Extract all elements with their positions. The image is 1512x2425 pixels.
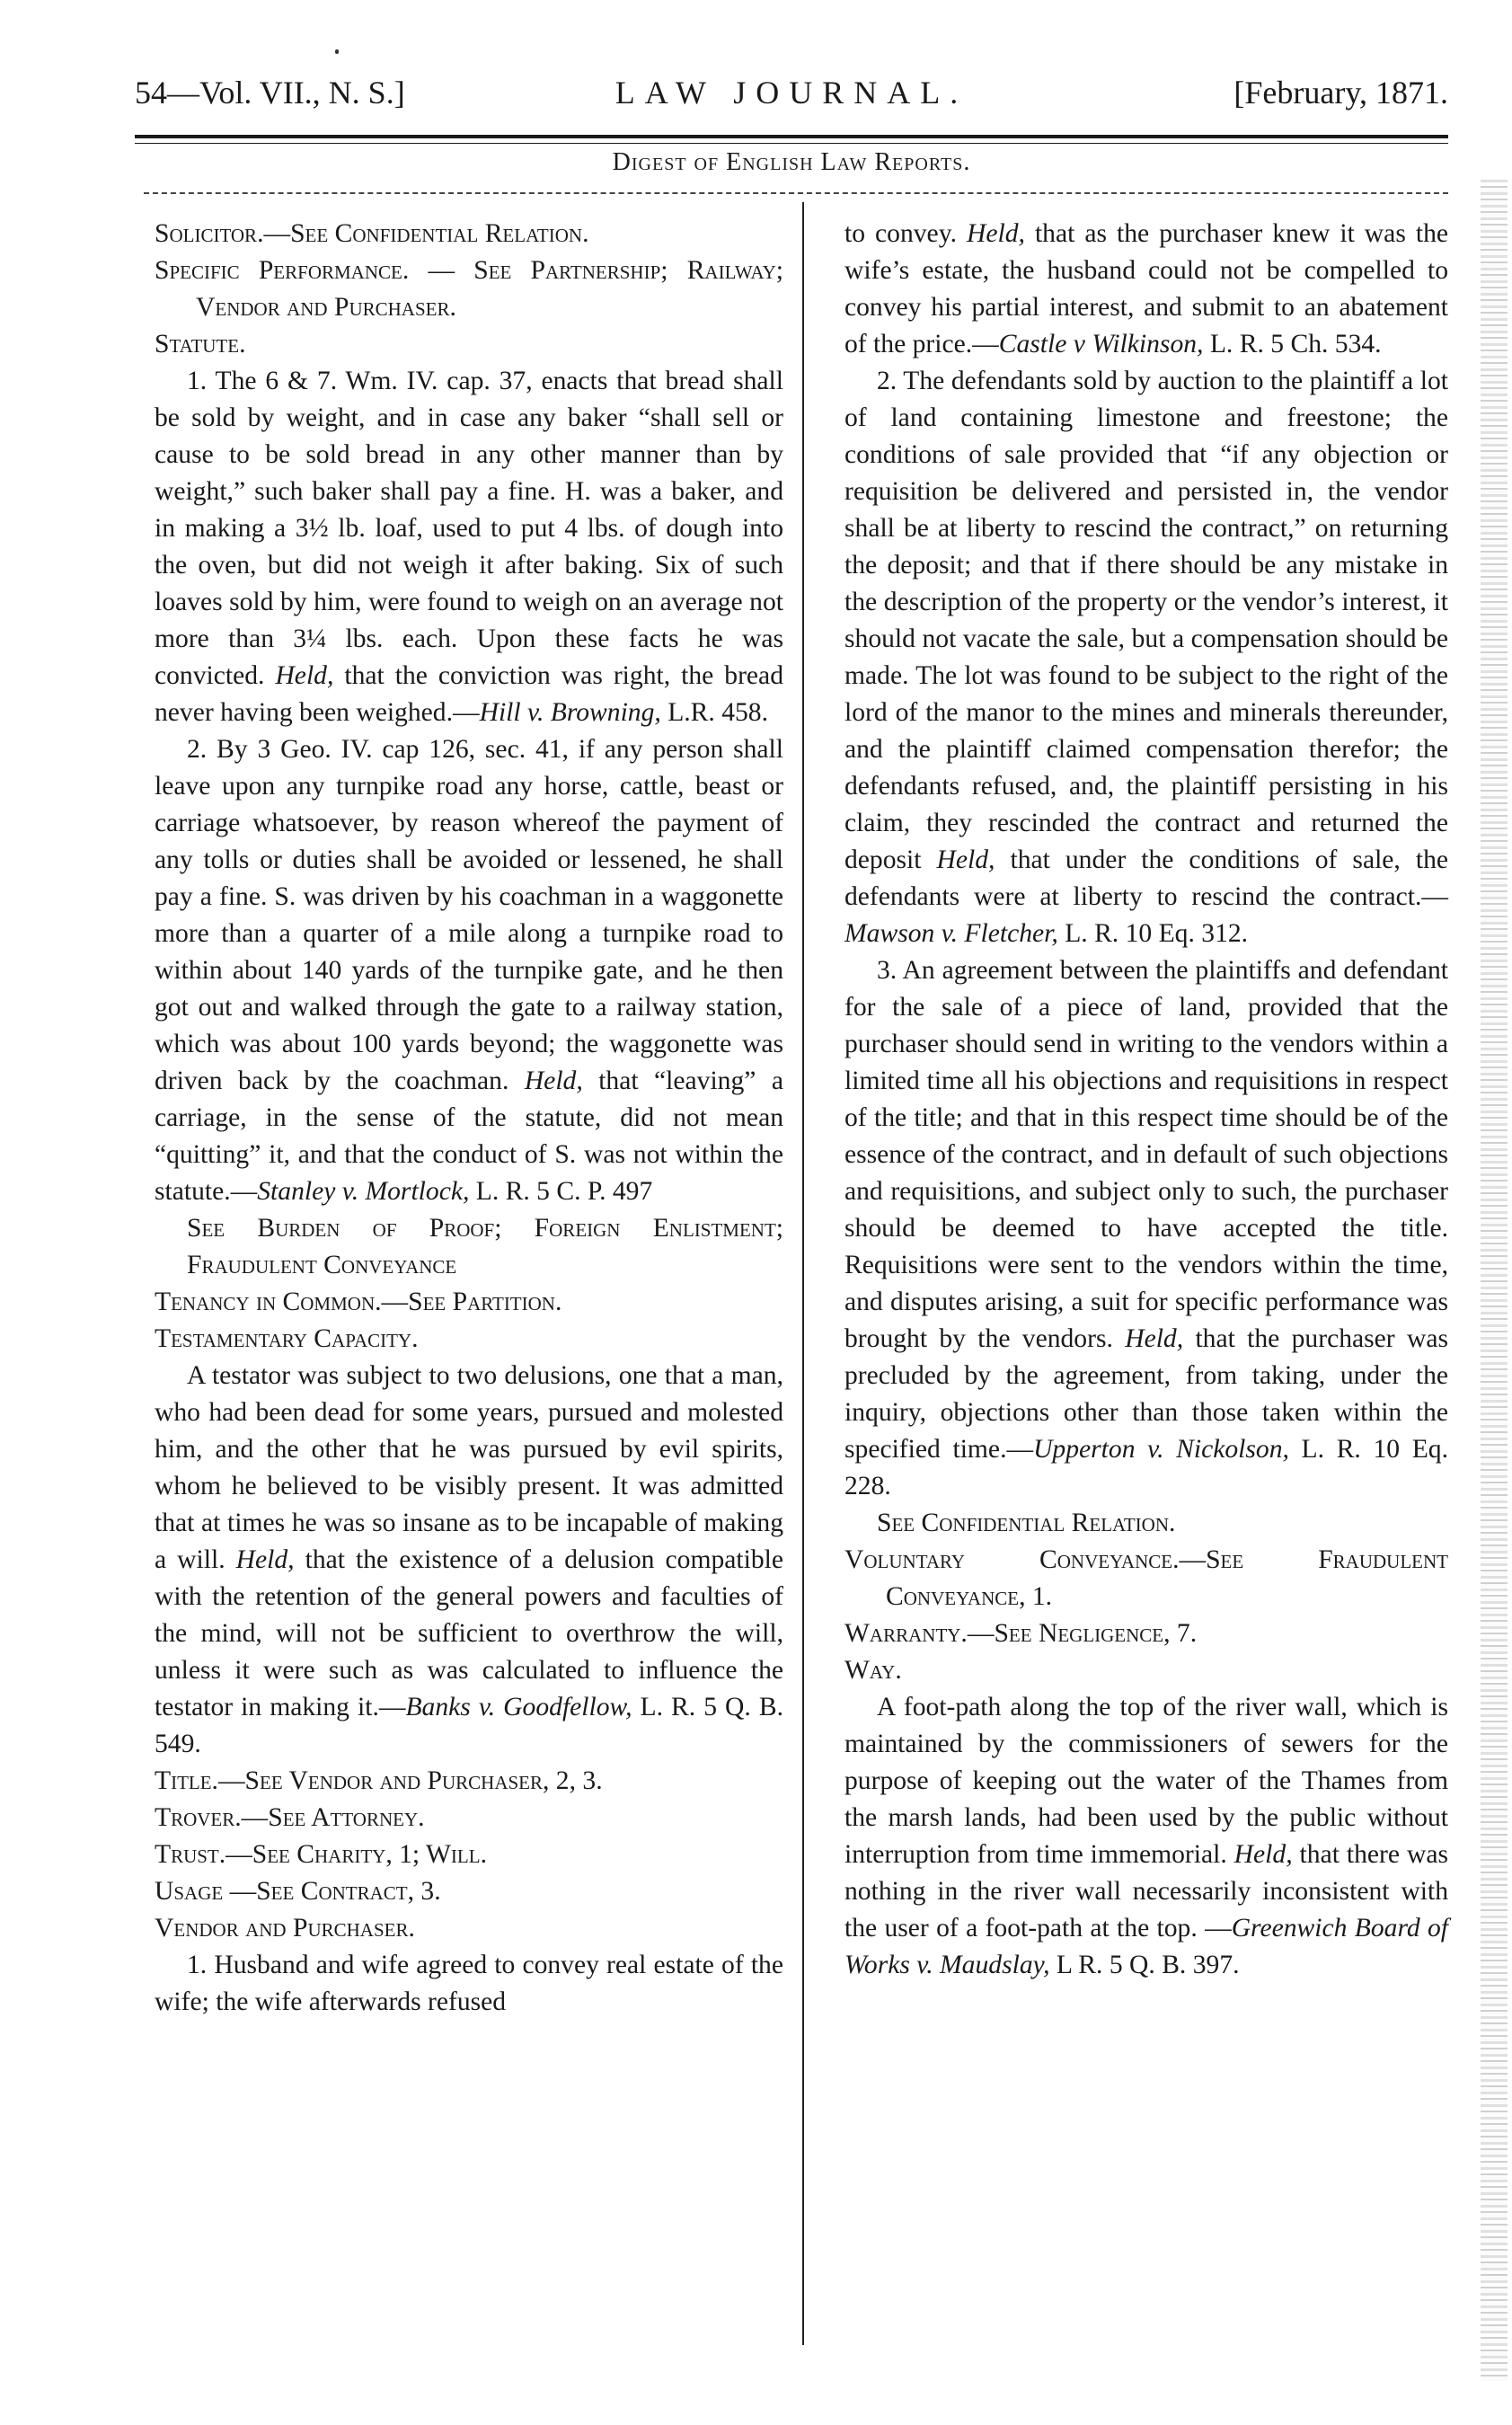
statute-paragraph-2 xyxy=(155,731,783,1210)
held-label: Held, xyxy=(235,1545,295,1574)
paragraph-text: that there was nothing in the river wall necessarily inconsistent with the user of a foot-path at the top. — xyxy=(844,1840,1448,1943)
page-edge-shadow xyxy=(1481,180,1508,2381)
entry-heading: Title. xyxy=(155,1766,218,1795)
held-label: Held, xyxy=(275,661,334,690)
vendor-paragraph-2 xyxy=(844,363,1448,952)
paragraph-text: 3. An agreement between the plaintiffs and defendant for the sale of a piece of land, provided that the purchaser should send in writing to the vendors within a limited time all his objections and requisitions in respect of the title; and that in this respect time should be of the essence of the contract, and in default of such objections and requisitions, and subject only to such, the purchaser should be deemed to have accepted the title. Requisitions were sent to the vendors within the time, and disputes arising, a suit for specific performance was brought by the vendors. xyxy=(844,956,1448,1353)
paragraph-text: A testator was subject to two delusions, one that a man, who had been dead for some years, pursued and molested him, and the other that he was pursued by evil spirits, whom he believed to be visibly present. It was admitted that at times he was so insane as to be incapable of making a will. xyxy=(155,1361,783,1574)
entry-heading: Voluntary Conveyance. xyxy=(844,1545,1180,1574)
cross-reference: — See Partnership; Railway; Vendor and Purchaser. xyxy=(196,256,783,322)
citation: L.R. 458. xyxy=(660,698,768,727)
column-divider xyxy=(802,202,804,2345)
citation: L. R. 10 Eq. 228. xyxy=(844,1435,1448,1500)
entry-heading-statute xyxy=(155,326,783,363)
citation: L. R. 5 Ch. 534. xyxy=(1203,330,1382,358)
vendor-paragraph-3 xyxy=(844,952,1448,1505)
way-paragraph xyxy=(844,1689,1448,1984)
entry-heading: Tenancy in Common. xyxy=(155,1288,382,1316)
paragraph-text: that “leaving” a carriage, in the sense of the statute, did not mean “quitting” it, and that the conduct of S. was not within the statute.— xyxy=(155,1066,783,1206)
citation: L. R. 10 Eq. 312. xyxy=(1057,919,1249,948)
entry-solicitor xyxy=(155,216,783,252)
page-volume-ref: 54—Vol. VII., N. S.] xyxy=(135,75,405,111)
entry-heading: Testamentary Capacity. xyxy=(155,1324,419,1353)
right-column xyxy=(844,216,1448,1984)
citation: L. R. 5 C. P. 497 xyxy=(469,1177,653,1206)
case-name: Mawson v. Fletcher, xyxy=(844,919,1058,948)
paragraph-text: 2. By 3 Geo. IV. cap 126, sec. 41, if any person shall leave upon any turnpike road any horse, cattle, beast or carriage whatsoever, by reason whereof the payment of any tolls or duties shall be avoided or lessened, he shall pay a fine. S. was driven by his coachman in a waggonette more than a quarter of a mile along a turnpike road to within about 140 yards of the turnpike gate, and he then got out and walked through the gate to a railway station, which was about 100 yards beyond; the waggonette was driven back by the coachman. xyxy=(155,735,783,1095)
paragraph-text: 1. Husband and wife agreed to convey real estate of the wife; the wife afterwards refused xyxy=(155,1951,783,2016)
held-label: Held, xyxy=(936,845,995,874)
case-name: Upperton v. Nickolson, xyxy=(1033,1435,1289,1464)
entry-heading: Way. xyxy=(844,1656,902,1685)
cross-reference: —See Contract, 3. xyxy=(223,1877,441,1906)
citation: L. R. 5 Q. B. 549. xyxy=(155,1693,784,1758)
entry-heading: Specific Performance. xyxy=(155,256,410,285)
entry-heading: Statute. xyxy=(155,330,246,358)
entry-heading-vendor xyxy=(155,1910,783,1947)
entry-tenancy xyxy=(155,1284,783,1321)
paragraph-text: that as the purchaser knew it was the wife’s estate, the husband could not be compelled to convey his partial interest, and submit to an abatement of the price.— xyxy=(844,219,1449,358)
entry-heading-testamentary xyxy=(155,1321,783,1358)
entry-heading: Solicitor. xyxy=(155,219,264,248)
case-name: Hill v. Browning, xyxy=(479,698,661,727)
entry-warranty xyxy=(844,1615,1448,1652)
running-header xyxy=(135,74,1448,128)
paragraph-text: A foot-path along the top of the river wall, which is maintained by the commissioners of sewers for the purpose of keeping out the water of the Thames from the marsh lands, had been used by the public without interruption from time immemorial. xyxy=(844,1693,1448,1869)
entry-heading: Trover. xyxy=(155,1803,242,1832)
vendor-see-also: See Confidential Relation. xyxy=(877,1509,1176,1537)
cross-reference: —See Charity, 1; Will. xyxy=(225,1840,487,1869)
cross-reference: —See Confidential Relation. xyxy=(263,219,589,248)
paragraph-text: 1. The 6 & 7. Wm. IV. cap. 37, enacts that bread shall be sold by weight, and in case any baker “shall sell or cause to be sold bread in any other manner than by weight,” such baker shall pay a fine. H. was a baker, and in making a 3½ lb. loaf, used to put 4 lbs. of dough into the oven, but did not weigh it after baking. Six of such loaves sold by him, were found to weigh on an average not more than 3¼ lbs. each. Upon these facts he was convicted. xyxy=(155,367,783,690)
cross-reference: —See Attorney. xyxy=(241,1803,425,1832)
header-rule-thin xyxy=(135,143,1448,144)
entry-heading: Vendor and Purchaser. xyxy=(155,1914,415,1943)
held-label: Held, xyxy=(967,219,1025,248)
ink-speck xyxy=(335,49,339,54)
cross-reference: —See Fraudulent Conveyance, 1. xyxy=(886,1545,1448,1611)
testamentary-paragraph xyxy=(155,1358,783,1763)
case-name: Stanley v. Mortlock, xyxy=(257,1177,470,1206)
cross-reference: —See Partition. xyxy=(381,1288,562,1316)
section-title: Digest of English Law Reports. xyxy=(612,148,971,176)
statute-paragraph-1 xyxy=(155,363,783,731)
entry-title xyxy=(155,1763,783,1800)
journal-title: LAW JOURNAL. xyxy=(615,75,968,111)
left-column xyxy=(155,216,783,2021)
paragraph-text: that the conviction was right, the bread never having been weighed.— xyxy=(155,661,783,727)
entry-specific-performance xyxy=(155,252,783,326)
statute-see-also: See Burden of Proof; Foreign Enlistment; Fraudulent Conveyance xyxy=(187,1214,783,1279)
entry-voluntary-conveyance xyxy=(844,1542,1448,1615)
issue-date: [February, 1871. xyxy=(1233,75,1448,111)
cross-reference: —See Vendor and Purchaser, 2, 3. xyxy=(217,1766,603,1795)
entry-heading: Warranty. xyxy=(844,1619,968,1648)
paragraph-text: that the existence of a delusion compatible with the retention of the general powers and faculties of the mind, will not be sufficient to overthrow the will, unless it were such as was calculated to influence the testator in making it.— xyxy=(155,1545,783,1721)
vendor-paragraph-1-continued xyxy=(844,216,1448,363)
paragraph-text: that under the conditions of sale, the defendants were at liberty to rescind the contract.— xyxy=(844,845,1449,911)
entry-heading: Trust. xyxy=(155,1840,226,1869)
cross-reference: —See Negligence, 7. xyxy=(967,1619,1198,1648)
paragraph-text: that the purchaser was precluded by the agreement, from taking, under the inquiry, objections other than those taken within the specified time.— xyxy=(844,1324,1449,1464)
paragraph-text: 2. The defendants sold by auction to the plaintiff a lot of land containing limestone and freestone; the conditions of sale provided that “if any objection or requisition be delivered and persisted in, the vendor shall be at liberty to rescind the contract,” on returning the deposit; and that if there should be any mistake in the description of the property or the vendor’s interest, it should not vacate the sale, but a compensation should be made. The lot was found to be subject to the right of the lord of the manor to the mines and minerals thereunder, and the plaintiff claimed compensation therefor; the defendants refused, and, the plaintiff persisting in his claim, they rescinded the contract and returned the deposit xyxy=(844,367,1448,874)
entry-heading-way xyxy=(844,1652,1448,1689)
case-name: Greenwich Board of Works v. Maudslay, xyxy=(844,1914,1449,1979)
entry-trover xyxy=(155,1800,783,1836)
held-label: Held, xyxy=(524,1066,583,1095)
section-rule xyxy=(144,192,1448,195)
paragraph-text: to convey. xyxy=(844,219,967,248)
entry-heading: Usage xyxy=(155,1877,224,1906)
header-rule-thick xyxy=(135,135,1448,138)
case-name: Castle v Wilkinson, xyxy=(998,330,1204,358)
entry-usage xyxy=(155,1873,783,1910)
vendor-paragraph-1-start xyxy=(155,1947,783,2021)
held-label: Held, xyxy=(1125,1324,1184,1353)
case-name: Banks v. Goodfellow, xyxy=(405,1693,632,1721)
entry-trust xyxy=(155,1836,783,1873)
citation: L R. 5 Q. B. 397. xyxy=(1049,1951,1240,1979)
held-label: Held, xyxy=(1233,1840,1293,1869)
